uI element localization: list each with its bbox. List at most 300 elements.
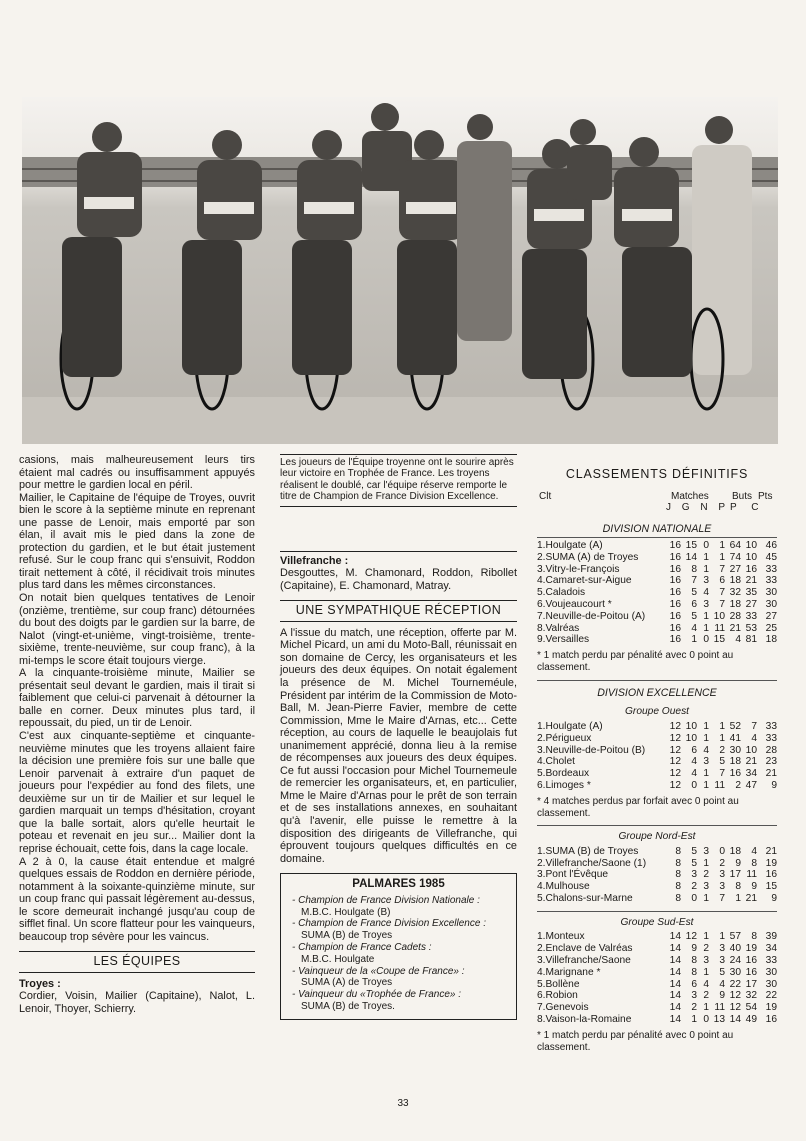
team-name: 2.SUMA (A) de Troyes	[537, 551, 639, 563]
troyes-label: Troyes :	[19, 977, 61, 990]
stat-j: 12	[669, 744, 681, 756]
table-row	[537, 756, 777, 768]
stat-j: 14	[669, 990, 681, 1002]
stat-bp: 14	[729, 1013, 741, 1025]
stat-p: 0	[719, 845, 725, 857]
stat-g: 10	[685, 732, 697, 744]
sudest-table	[537, 931, 777, 1025]
stat-p: 11	[714, 1002, 725, 1014]
stat-bp: 30	[729, 966, 741, 978]
team-name: 6.Robion	[537, 990, 578, 1002]
stat-bp: 22	[729, 978, 741, 990]
stat-g: 0	[691, 893, 697, 905]
header-clt: Clt	[539, 490, 552, 502]
stat-p: 13	[713, 1013, 725, 1025]
reception-heading: UNE SYMPATHIQUE RÉCEPTION	[280, 600, 517, 622]
team-name: 2.Enclave de Valréas	[537, 943, 633, 955]
stat-bp: 74	[729, 551, 741, 563]
stat-pts: 16	[765, 1013, 777, 1025]
stat-pts: 21	[765, 845, 777, 857]
team-name: 4.Mulhouse	[537, 881, 590, 893]
stat-bc: 49	[745, 1013, 757, 1025]
table-row	[537, 540, 777, 552]
table-row	[537, 893, 777, 905]
team-name: 1.Monteux	[537, 931, 585, 943]
team-name: 1.Houlgate (A)	[537, 720, 603, 732]
stat-n: 2	[703, 869, 709, 881]
stat-bp: 16	[729, 768, 741, 780]
palmares-title: - Vainqueur du «Trophée de France» :	[289, 989, 508, 1001]
stat-j: 16	[669, 599, 681, 611]
division-nationale-title: DIVISION NATIONALE	[537, 523, 777, 539]
stat-j: 14	[669, 978, 681, 990]
stat-bp: 27	[729, 563, 741, 575]
stat-p: 7	[719, 893, 725, 905]
stat-n: 1	[703, 732, 709, 744]
equipes-heading: LES ÉQUIPES	[19, 951, 255, 973]
team-name: 5.Caladois	[537, 587, 586, 599]
team-name: 4.Cholet	[537, 756, 575, 768]
stat-j: 14	[669, 955, 681, 966]
stat-n: 1	[703, 720, 709, 732]
stat-g: 5	[691, 587, 697, 599]
stat-bp: 30	[729, 744, 741, 756]
stat-j: 8	[675, 869, 681, 881]
stat-n: 3	[703, 845, 709, 857]
stat-bc: 9	[751, 881, 757, 893]
team-name: 2.Périgueux	[537, 732, 592, 744]
palmares-title: - Champion de France Division Excellence :	[289, 918, 508, 930]
classements-header	[537, 491, 777, 517]
stat-p: 2	[719, 857, 725, 869]
stat-n: 1	[703, 563, 709, 575]
paragraph: Mailier, le Capitaine de l'équipe de Troyes, ouvrit bien le score à la septième minute en reprenant une passe de Lenoir, mais emporté par son élan, il avait mis le pied dans la zone de protection du gardien, et le but était justement refusé. Sur le coup franc qui s'ensuivit, Roddon tirait nettement à côté, il récidivait trois minutes plus tard dans les mêmes circonstances.	[19, 491, 255, 592]
stat-bc: 34	[745, 768, 757, 780]
stat-bp: 21	[729, 622, 741, 634]
stat-p: 1	[719, 732, 725, 744]
stat-pts: 34	[765, 943, 777, 955]
stat-n: 1	[703, 622, 709, 634]
table-row	[537, 623, 777, 635]
paragraph: C'est aux cinquante-septième et cinquante-neuvième minutes que les troyens allaient faire la décision une première fois sur une balle que Lenoir parvenait à extraire d'un paquet de joueurs pour l'expédier au fond des filets, une deuxième sur un tir de Mailier et sur lequel le gardien marquait un temps d'hésitation, croyant que la balle sortait, alors qu'elle heurtait le poteau et revenait en jeu sur... Mailier dont la reprise échouait, cette fois, dans la cage locale.	[19, 730, 255, 855]
stat-bc: 4	[751, 845, 757, 857]
stat-g: 6	[691, 978, 697, 990]
stat-j: 12	[669, 779, 681, 791]
stat-bc: 10	[745, 540, 757, 552]
header-pc: P C	[730, 501, 765, 513]
stat-p: 9	[719, 990, 725, 1002]
table-row	[537, 733, 777, 745]
palmares-team: SUMA (A) de Troyes	[301, 977, 393, 989]
stat-p: 5	[719, 756, 725, 768]
team-name: 7.Neuville-de-Poitou (A)	[537, 610, 646, 622]
stat-bc: 10	[745, 551, 757, 563]
team-name: 3.Neuville-de-Poitou (B)	[537, 744, 646, 756]
stat-bp: 18	[729, 756, 741, 768]
article-column-middle	[280, 454, 517, 1020]
stat-bp: 18	[729, 599, 741, 611]
stat-bc: 16	[745, 966, 757, 978]
palmares-team: SUMA (B) de Troyes	[301, 930, 393, 942]
stat-n: 4	[703, 744, 709, 756]
team-name: 8.Valréas	[537, 622, 580, 634]
stat-j: 16	[669, 587, 681, 599]
team-name: 4.Marignane *	[537, 966, 601, 978]
palmares-team: M.B.C. Houlgate (B)	[301, 906, 391, 918]
stat-j: 14	[669, 1013, 681, 1025]
table-row	[537, 599, 777, 611]
stat-bc: 11	[746, 869, 757, 881]
stat-bp: 2	[735, 779, 741, 791]
stat-pts: 30	[765, 978, 777, 990]
stat-pts: 21	[765, 768, 777, 780]
stat-p: 11	[714, 622, 725, 634]
stat-g: 2	[691, 1002, 697, 1014]
stat-pts: 30	[765, 966, 777, 978]
stat-bc: 16	[745, 563, 757, 575]
stat-bp: 24	[729, 955, 741, 966]
stat-pts: 19	[765, 857, 777, 869]
team-name: 5.Bordeaux	[537, 768, 590, 780]
stat-pts: 33	[765, 563, 777, 575]
team-name: 3.Pont l'Évêque	[537, 869, 609, 881]
stat-bp: 4	[735, 634, 741, 646]
groupe-nordest-title: Groupe Nord-Est	[618, 831, 696, 843]
table-row	[537, 943, 777, 955]
stat-n: 2	[703, 943, 709, 955]
stat-n: 3	[703, 881, 709, 893]
stat-n: 0	[703, 634, 709, 646]
stat-bp: 40	[729, 943, 741, 955]
stat-g: 5	[691, 857, 697, 869]
stat-j: 16	[669, 563, 681, 575]
team-name: 4.Camaret-sur-Aigue	[537, 575, 632, 587]
paragraph: casions, mais malheureusement leurs tirs étaient mal cadrés ou insuffisamment appuyés pour mettre le gardien local en péril.	[19, 454, 255, 492]
stat-bp: 9	[735, 857, 741, 869]
stat-pts: 9	[771, 779, 777, 791]
stat-bp: 1	[735, 893, 741, 905]
stat-pts: 33	[765, 720, 777, 732]
table-row	[537, 611, 777, 623]
stat-p: 4	[719, 978, 725, 990]
stat-g: 9	[691, 943, 697, 955]
classements-column	[537, 454, 777, 1053]
stat-p: 7	[719, 587, 725, 599]
stat-g: 15	[685, 540, 697, 552]
stat-pts: 45	[765, 551, 777, 563]
stat-pts: 30	[765, 587, 777, 599]
article-column-left	[19, 454, 255, 1016]
table-row	[537, 979, 777, 991]
palmares-team: SUMA (B) de Troyes.	[301, 1000, 395, 1012]
stat-pts: 19	[765, 1002, 777, 1014]
stat-bp: 52	[729, 720, 741, 732]
stat-p: 3	[719, 881, 725, 893]
stat-p: 1	[719, 931, 725, 943]
stat-pts: 39	[765, 931, 777, 943]
stat-pts: 27	[765, 610, 777, 622]
stat-n: 1	[703, 779, 709, 791]
stat-bc: 21	[745, 756, 757, 768]
stat-pts: 18	[765, 634, 777, 646]
stat-j: 12	[669, 720, 681, 732]
stat-j: 14	[669, 931, 681, 943]
stat-bp: 28	[729, 610, 741, 622]
nordest-table	[537, 846, 777, 905]
team-name: 1.SUMA (B) de Troyes	[537, 845, 639, 857]
stat-n: 1	[703, 931, 709, 943]
stat-bp: 64	[729, 540, 741, 552]
stat-bc: 7	[751, 720, 757, 732]
photo-caption: Les joueurs de l'Équipe troyenne ont le sourire après leur victoire en Trophée de France. Les troyens réalisent le doublé, car l'équipe réserve remporte le titre de Champion de France Division Excellence.	[280, 454, 517, 507]
stat-n: 2	[703, 990, 709, 1002]
stat-p: 7	[719, 768, 725, 780]
stat-bc: 8	[751, 931, 757, 943]
stat-bc: 21	[745, 575, 757, 587]
stat-g: 8	[691, 966, 697, 978]
palmares-box	[280, 873, 517, 1020]
table-row	[537, 967, 777, 979]
stat-n: 3	[703, 599, 709, 611]
stat-g: 4	[691, 756, 697, 768]
stat-bp: 18	[729, 845, 741, 857]
stat-j: 14	[669, 943, 681, 955]
stat-bc: 8	[751, 857, 757, 869]
stat-j: 14	[669, 1002, 681, 1014]
stat-pts: 30	[765, 599, 777, 611]
stat-n: 1	[703, 610, 709, 622]
stat-j: 12	[669, 732, 681, 744]
villefranche-label: Villefranche :	[280, 554, 349, 567]
table-row	[537, 1002, 777, 1014]
stat-bp: 18	[729, 575, 741, 587]
groupe-ouest-title: Groupe Ouest	[625, 706, 689, 718]
header-pts: Pts	[758, 490, 773, 502]
stat-j: 16	[669, 622, 681, 634]
stat-bc: 19	[745, 943, 757, 955]
stat-g: 6	[691, 744, 697, 756]
stat-g: 3	[691, 990, 697, 1002]
stat-j: 8	[675, 893, 681, 905]
division-excellence-title: DIVISION EXCELLENCE	[597, 686, 717, 699]
stat-n: 1	[703, 893, 709, 905]
ouest-table	[537, 721, 777, 792]
stat-g: 1	[691, 1013, 697, 1025]
team-name: 7.Genevois	[537, 1002, 589, 1014]
stat-pts: 28	[765, 744, 777, 756]
table-row	[537, 846, 777, 858]
stat-bp: 12	[729, 1002, 741, 1014]
stat-p: 15	[713, 634, 725, 646]
stat-g: 7	[691, 575, 697, 587]
stat-j: 8	[675, 881, 681, 893]
stat-p: 7	[719, 599, 725, 611]
stat-p: 1	[719, 540, 725, 552]
paragraph: On notait bien quelques tentatives de Lenoir (onzième, trentième, sur coup franc) détournées du bout des doigts par le gardien sur la barre, de Nalot (vingt-et-unième, vingt-troisième, trente-sixième, trente-neuvième, sur coup franc), à la mi-temps le score était toujours vierge.	[19, 592, 255, 667]
stat-p: 10	[713, 610, 725, 622]
stat-pts: 25	[765, 622, 777, 634]
stat-p: 3	[719, 955, 725, 966]
table-row	[537, 634, 777, 646]
stat-g: 5	[691, 610, 697, 622]
nationale-note: * 1 match perdu par pénalité avec 0 point au classement.	[537, 650, 734, 674]
stat-n: 1	[703, 857, 709, 869]
stat-pts: 46	[765, 540, 777, 552]
page-number: 33	[397, 1098, 409, 1109]
stat-g: 4	[691, 768, 697, 780]
table-row	[537, 881, 777, 893]
stat-bc: 21	[745, 893, 757, 905]
stat-g: 1	[691, 634, 697, 646]
stat-pts: 16	[765, 869, 777, 881]
stat-n: 3	[703, 955, 709, 966]
team-name: 3.Villefranche/Saone	[537, 955, 631, 966]
stat-pts: 33	[765, 575, 777, 587]
stat-p: 5	[719, 966, 725, 978]
table-row	[537, 575, 777, 587]
table-row	[537, 552, 777, 564]
table-row	[537, 1014, 777, 1026]
stat-pts: 23	[765, 756, 777, 768]
team-name: 5.Chalons-sur-Marne	[537, 893, 633, 905]
table-row	[537, 990, 777, 1002]
stat-n: 4	[703, 587, 709, 599]
team-name: 5.Bollène	[537, 978, 580, 990]
stat-p: 3	[719, 943, 725, 955]
stat-g: 8	[691, 563, 697, 575]
stat-n: 0	[703, 1013, 709, 1025]
stat-pts: 22	[765, 990, 777, 1002]
stat-n: 3	[703, 756, 709, 768]
stat-p: 1	[719, 551, 725, 563]
stat-bc: 35	[745, 587, 757, 599]
team-name: 8.Vaison-la-Romaine	[537, 1013, 632, 1025]
troyes-players: Cordier, Voisin, Mailier (Capitaine), Nalot, L. Lenoir, Thoyer, Schierry.	[19, 990, 255, 1015]
palmares-team: M.B.C. Houlgate	[301, 953, 375, 965]
stat-bc: 33	[745, 610, 757, 622]
sudest-note: * 1 match perdu par pénalité avec 0 point au classement.	[537, 1029, 734, 1053]
table-row	[537, 564, 777, 576]
stat-g: 5	[691, 845, 697, 857]
stat-j: 12	[669, 756, 681, 768]
table-row	[537, 955, 777, 967]
ouest-note: * 4 matches perdus par forfait avec 0 point au classement.	[537, 795, 739, 819]
palmares-heading: PALMARES 1985	[352, 878, 445, 891]
paragraph: A la cinquante-troisième minute, Mailier se présentait seul devant le gardien, mais il tirait si faiblement que celui-ci parvenait à détourner la balle en corner. Deux minutes plus tard, il repoussait, du pied, un tir de Lenoir.	[19, 667, 255, 730]
stat-p: 2	[719, 744, 725, 756]
paragraph: A 2 à 0, la cause était entendue et malgré quelques essais de Roddon en dernière période, notamment à la soixante-quinzième minute, sur un coup franc qui passait légèrement au-dessus, le score demeurait inchangé jusqu'au coup de sifflet final. Un score flatteur pour les vainqueurs, beaucoup trop sévère pour les vaincus.	[19, 855, 255, 943]
stat-g: 10	[685, 720, 697, 732]
stat-g: 6	[691, 599, 697, 611]
team-name: 2.Villefranche/Saone (1)	[537, 857, 647, 869]
table-row	[537, 869, 777, 881]
stat-pts: 9	[771, 893, 777, 905]
stat-bc: 54	[745, 1002, 757, 1014]
stat-pts: 33	[765, 955, 777, 966]
stat-bp: 32	[729, 587, 741, 599]
stat-n: 3	[703, 575, 709, 587]
stat-j: 16	[669, 540, 681, 552]
team-name: 6.Voujeaucourt *	[537, 599, 612, 611]
stat-g: 8	[691, 955, 697, 966]
villefranche-players: Desgouttes, M. Chamonard, Roddon, Ribollet (Capitaine), E. Chamonard, Matray.	[280, 567, 517, 592]
stat-bp: 41	[729, 732, 741, 744]
stat-n: 0	[703, 540, 709, 552]
stat-g: 0	[691, 779, 697, 791]
stat-j: 16	[669, 575, 681, 587]
stat-n: 1	[703, 966, 709, 978]
header-buts: Buts	[732, 490, 753, 502]
stat-p: 3	[719, 869, 725, 881]
stat-bp: 57	[729, 931, 741, 943]
stat-bp: 17	[729, 869, 741, 881]
palmares-title: - Champion de France Cadets :	[289, 942, 508, 954]
stat-bc: 32	[745, 990, 757, 1002]
classements-title: CLASSEMENTS DÉFINITIFS	[565, 467, 749, 481]
stat-pts: 15	[765, 881, 777, 893]
stat-bc: 27	[745, 599, 757, 611]
stat-n: 1	[703, 1002, 709, 1014]
stat-g: 4	[691, 622, 697, 634]
stat-bp: 8	[735, 881, 741, 893]
stat-p: 11	[714, 779, 725, 791]
stat-g: 3	[691, 869, 697, 881]
stat-bc: 16	[745, 955, 757, 966]
palmares-title: - Vainqueur de la «Coupe de France» :	[289, 966, 508, 978]
table-row	[537, 858, 777, 870]
stat-n: 4	[703, 978, 709, 990]
stat-j: 8	[675, 857, 681, 869]
team-name: 3.Vitry-le-François	[537, 563, 620, 575]
stat-n: 1	[703, 768, 709, 780]
team-name: 9.Versailles	[537, 634, 590, 646]
stat-g: 12	[685, 931, 697, 943]
nationale-table	[537, 540, 777, 646]
table-row	[537, 721, 777, 733]
team-photo	[22, 97, 778, 444]
stat-bc: 81	[745, 634, 757, 646]
stat-pts: 33	[765, 732, 777, 744]
stat-j: 14	[669, 966, 681, 978]
header-jgnp: J G N P	[666, 501, 730, 513]
stat-j: 8	[675, 845, 681, 857]
stat-j: 16	[669, 610, 681, 622]
stat-j: 16	[669, 551, 681, 563]
table-row	[537, 745, 777, 757]
stat-bc: 47	[745, 779, 757, 791]
stat-g: 14	[685, 551, 697, 563]
team-name: 6.Limoges *	[537, 779, 591, 791]
stat-bp: 12	[729, 990, 741, 1002]
team-name: 1.Houlgate (A)	[537, 540, 603, 552]
stat-p: 1	[719, 720, 725, 732]
stat-g: 2	[691, 881, 697, 893]
reception-text: A l'issue du match, une réception, offerte par M. Michel Picard, un ami du Moto-Ball, réunissait en son domaine de Cercy, les organisateurs et les joueurs des deux équipes. On notait également la présence de M. Michel Tourneméule, Président par intérim de la Commission de Moto-Ball, M. Jean-Pierre Favier, membre de cette Commission, Mme le Maire d'Arnas, etc... Cette réception, au cours de laquelle le beaujolais fut unanimement apprécié, donna lieu à la remise de récompenses aux joueurs des deux équipes. Ce fut aussi l'occasion pour Michel Tournemeule de remercier les organisateurs, et, en particulier, Mme le Maire d'Arnas pour le prêt de son terrain et de ses installations annexes, en souhaitant qu'à l'avenir, elle puisse le remettre à la disposition des dirigeants de Villefranche, qui éprouvent toujours quelques difficultés en ce domaine.	[280, 626, 517, 865]
palmares-title: - Champion de France Division Nationale :	[289, 895, 508, 907]
stat-bc: 53	[745, 622, 757, 634]
stat-p: 6	[719, 575, 725, 587]
stat-p: 7	[719, 563, 725, 575]
groupe-sudest-title: Groupe Sud-Est	[620, 916, 694, 928]
header-matches: Matches	[671, 490, 709, 502]
table-row	[537, 587, 777, 599]
table-row	[537, 780, 777, 792]
stat-j: 12	[669, 768, 681, 780]
stat-bc: 10	[745, 744, 757, 756]
stat-j: 16	[669, 634, 681, 646]
stat-bc: 4	[751, 732, 757, 744]
table-row	[537, 931, 777, 943]
